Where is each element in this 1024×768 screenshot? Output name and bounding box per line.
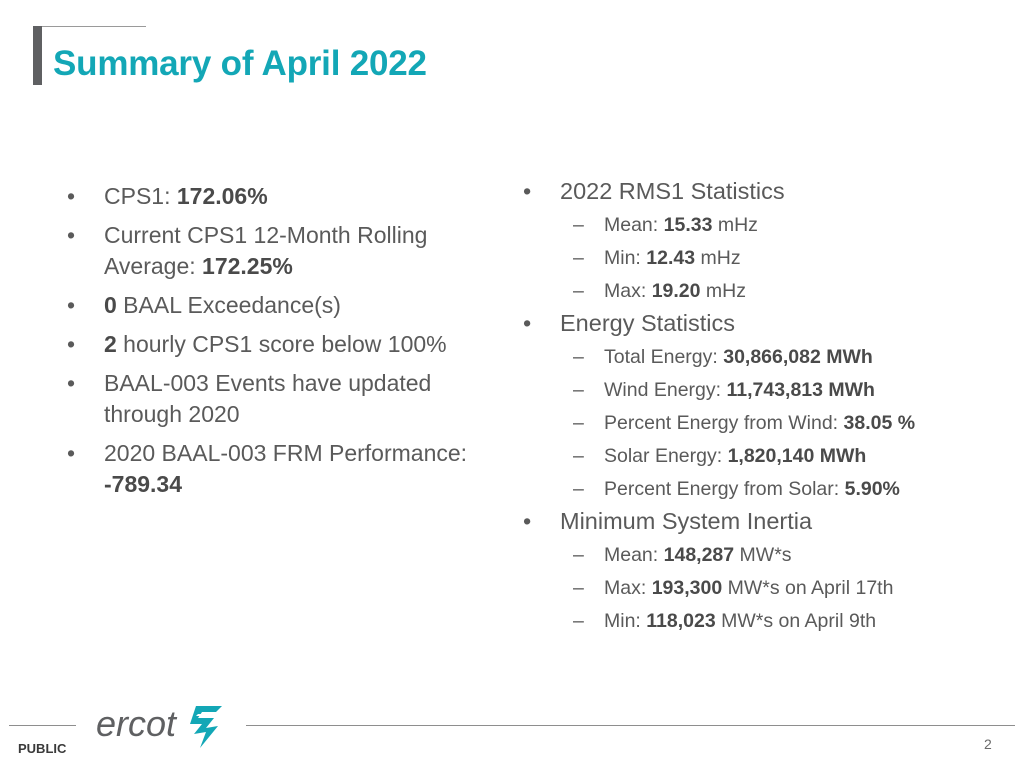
inertia-mean-unit: MW*s (734, 544, 792, 566)
rms1-min-label: Min: (604, 247, 647, 269)
baal003-text: BAAL-003 Events have updated through 2020 (104, 370, 432, 427)
rms1-max-label: Max: (604, 280, 652, 302)
inertia-mean (518, 539, 998, 572)
inertia-max-label: Max: (604, 577, 652, 599)
footer-divider-left (9, 725, 76, 726)
bullet-rolling-average (62, 220, 502, 282)
rms1-mean-label: Mean: (604, 214, 664, 236)
bullet-hourly-cps1 (62, 329, 502, 360)
classification-label: PUBLIC (18, 741, 67, 756)
title-accent-bar (33, 26, 42, 85)
ercot-bolt-icon (190, 706, 222, 748)
summary-left-column (62, 181, 502, 508)
hourly-text: hourly CPS1 score below 100% (116, 331, 447, 357)
ercot-logo-text: ercot (96, 703, 177, 744)
rms1-mean (518, 209, 998, 242)
rms1-mean-value: 15.33 (663, 214, 713, 236)
energy-total-label: Total Energy: (604, 346, 724, 368)
rms1-heading: • 2022 RMS1 Statistics (518, 176, 998, 207)
inertia-max-value: 193,300 (651, 577, 723, 599)
energy-solar-value: 1,820,140 MWh (727, 445, 867, 467)
summary-right-column (518, 176, 998, 638)
energy-total-value: 30,866,082 MWh (723, 346, 873, 368)
inertia-min-label: Min: (604, 610, 647, 632)
energy-pct-wind (518, 407, 998, 440)
energy-total (518, 341, 998, 374)
frm-value: -789.34 (104, 471, 183, 497)
inertia-min-value: 118,023 (646, 610, 716, 632)
bullet-cps1 (62, 181, 502, 212)
footer-divider-right (246, 725, 1015, 726)
inertia-max (518, 572, 998, 605)
rms1-max (518, 275, 998, 308)
cps1-label: CPS1: (104, 183, 177, 209)
energy-wind-value: 11,743,813 MWh (726, 379, 875, 401)
title-rule (40, 26, 146, 27)
energy-pct-wind-value: 38.05 % (843, 412, 916, 434)
ercot-logo (94, 700, 228, 752)
rolling-label: Current CPS1 12-Month Rolling Average: (104, 222, 428, 279)
inertia-mean-label: Mean: (604, 544, 664, 566)
rolling-value: 172.25% (202, 253, 293, 279)
bullet-baal-exceedance (62, 290, 502, 321)
page-number: 2 (984, 736, 992, 752)
energy-wind (518, 374, 998, 407)
page-title: Summary of April 2022 (53, 44, 427, 83)
frm-label: 2020 BAAL-003 FRM Performance: (104, 440, 468, 466)
energy-solar-label: Solar Energy: (604, 445, 728, 467)
inertia-max-suffix: MW*s on April 17th (722, 577, 894, 599)
energy-pct-solar-value: 5.90% (844, 478, 900, 500)
rms1-max-unit: mHz (700, 280, 746, 302)
energy-pct-solar-label: Percent Energy from Solar: (604, 478, 845, 500)
inertia-min-suffix: MW*s on April 9th (715, 610, 877, 632)
inertia-mean-value: 148,287 (663, 544, 735, 566)
bullet-baal003-events (62, 368, 502, 430)
rms1-mean-unit: mHz (712, 214, 758, 236)
inertia-min (518, 605, 998, 638)
inertia-heading: • Minimum System Inertia (518, 506, 998, 537)
cps1-value: 172.06% (176, 183, 268, 209)
rms1-min-unit: mHz (695, 247, 741, 269)
baal-text: BAAL Exceedance(s) (116, 292, 341, 318)
energy-pct-solar (518, 473, 998, 506)
energy-heading: • Energy Statistics (518, 308, 998, 339)
energy-pct-wind-label: Percent Energy from Wind: (604, 412, 844, 434)
hourly-count: 2 (104, 331, 117, 357)
energy-wind-label: Wind Energy: (604, 379, 727, 401)
bullet-frm-performance (62, 438, 502, 500)
rms1-min (518, 242, 998, 275)
energy-solar (518, 440, 998, 473)
rms1-min-value: 12.43 (646, 247, 696, 269)
baal-count: 0 (104, 292, 117, 318)
rms1-max-value: 19.20 (651, 280, 701, 302)
